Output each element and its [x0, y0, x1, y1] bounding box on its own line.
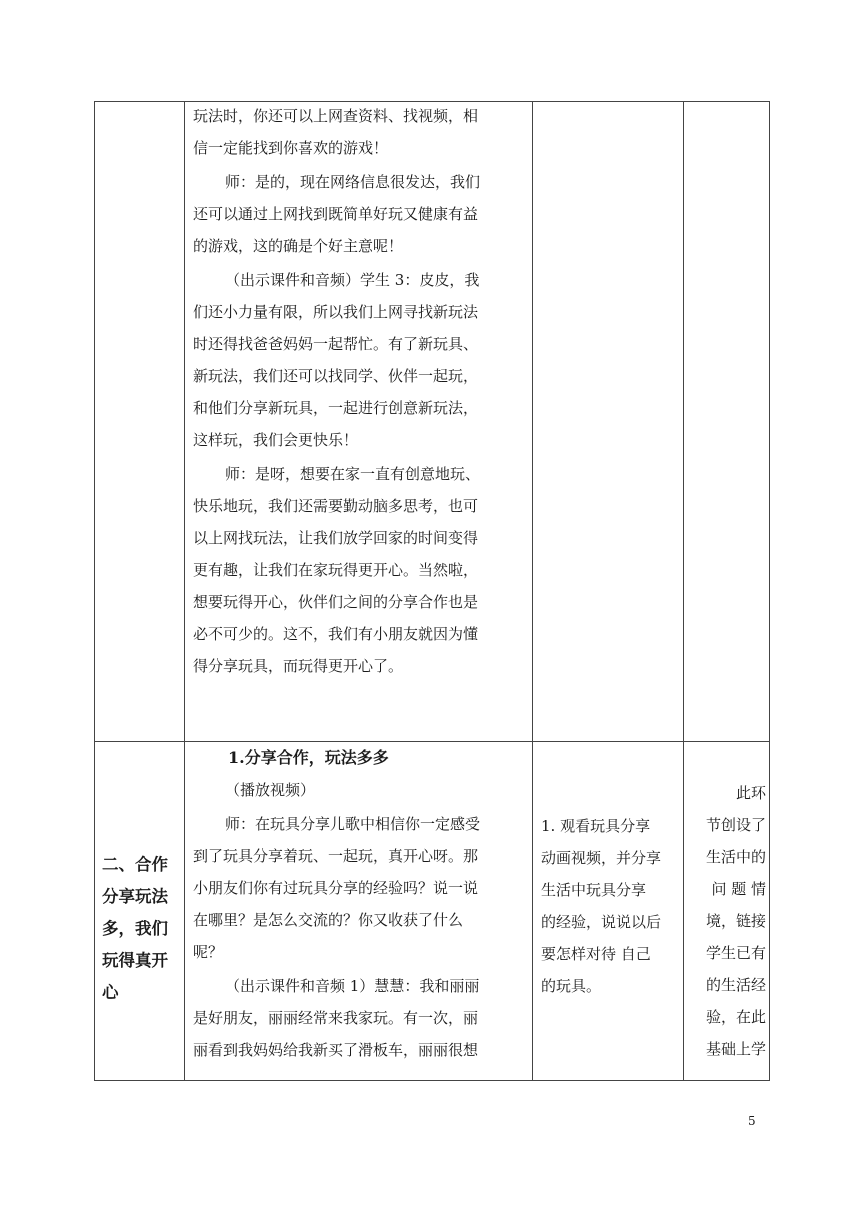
- text-line: 和他们分享新玩具，一起进行创意新玩法，: [193, 399, 479, 417]
- text-line: 心: [102, 983, 119, 1002]
- text-line: （播放视频）: [225, 781, 316, 799]
- text-line: 更有趣，让我们在家玩得更开心。当然啦，: [193, 561, 479, 579]
- table-row-divider: [94, 741, 770, 742]
- text-line: 的游戏，这的确是个好主意呢！: [193, 237, 404, 255]
- text-line: 1. 观看玩具分享: [541, 817, 651, 835]
- text-line: 分享玩法: [102, 887, 168, 906]
- text-line: 必不可少的。这不，我们有小朋友就因为懂: [193, 625, 479, 643]
- text-line: 基础上学: [705, 1040, 766, 1058]
- text-line: （出示课件和音频）学生 3：皮皮，我: [225, 271, 480, 289]
- text-line: 二、合作: [102, 855, 168, 874]
- text-line: 得分享玩具，而玩得更开心了。: [193, 657, 404, 675]
- text-line: 是好朋友，丽丽经常来我家玩。有一次，丽: [193, 1009, 479, 1027]
- text-line: 这样玩，我们会更快乐！: [193, 431, 359, 449]
- text-line: 的经验，说说以后: [541, 913, 662, 931]
- text-line: 小朋友们你有过玩具分享的经验吗？说一说: [193, 879, 479, 897]
- text-line: 多，我们: [102, 919, 168, 938]
- text-line: 此环: [735, 784, 766, 802]
- section-heading: 1.分享合作，玩法多多: [228, 748, 389, 767]
- text-line: 呢？: [193, 943, 224, 961]
- student-activity-text: [541, 810, 681, 1002]
- text-line: 的玩具。: [541, 977, 602, 995]
- design-intent-text: [690, 777, 766, 1065]
- table-col-divider-3: [683, 101, 684, 1081]
- table-col-divider-2: [532, 101, 533, 1081]
- text-line: 在哪里？是怎么交流的？你又收获了什么: [193, 911, 464, 929]
- text-line: 境，链接: [705, 912, 766, 930]
- text-line: 玩得真开: [102, 951, 168, 970]
- section-label: [102, 849, 182, 1009]
- table-border-left: [94, 101, 95, 1081]
- text-line: 问 题 情: [711, 880, 766, 898]
- text-line: 以上网找玩法，让我们放学回家的时间变得: [193, 529, 479, 547]
- text-line: 的生活经: [705, 976, 766, 994]
- text-line: 学生已有: [705, 944, 766, 962]
- text-line: 们还小力量有限，所以我们上网寻找新玩法: [193, 303, 479, 321]
- text-line: 动画视频，并分享: [541, 849, 662, 867]
- text-line: 生活中的: [705, 848, 766, 866]
- text-line: 还可以通过上网找到既简单好玩又健康有益: [193, 205, 479, 223]
- paragraph: [193, 458, 527, 682]
- paragraph: [193, 808, 527, 968]
- table-col-divider-1: [184, 101, 185, 1081]
- lower-teaching-text: [193, 774, 527, 1068]
- paragraph: [193, 774, 527, 806]
- page-number: 5: [748, 1114, 756, 1128]
- text-line: 信一定能找到你喜欢的游戏！: [193, 139, 389, 157]
- text-line: 师：是的，现在网络信息很发达，我们: [225, 173, 481, 191]
- upper-teaching-text: [193, 100, 527, 684]
- paragraph: [193, 166, 527, 262]
- text-line: 要怎样对待 自己: [541, 945, 651, 963]
- text-line: 验，在此: [705, 1008, 766, 1026]
- text-line: 新玩法，我们还可以找同学、伙伴一起玩，: [193, 367, 479, 385]
- text-line: 时还得找爸爸妈妈一起帮忙。有了新玩具、: [193, 335, 479, 353]
- table-border-bottom: [94, 1080, 770, 1081]
- text-line: 快乐地玩，我们还需要勤动脑多思考，也可: [193, 497, 479, 515]
- text-line: 生活中玩具分享: [541, 881, 647, 899]
- paragraph: [193, 970, 527, 1066]
- text-line: （出示课件和音频 1）慧慧：我和丽丽: [225, 977, 480, 995]
- text-line: 节创设了: [705, 816, 766, 834]
- paragraph: [193, 264, 527, 456]
- text-line: 到了玩具分享着玩、一起玩，真开心呀。那: [193, 847, 479, 865]
- text-line: 师：在玩具分享儿歌中相信你一定感受: [225, 815, 481, 833]
- text-line: 玩法时，你还可以上网查资料、找视频，相: [193, 107, 479, 125]
- text-line: 丽看到我妈妈给我新买了滑板车，丽丽很想: [193, 1041, 479, 1059]
- table-border-right: [769, 101, 770, 1081]
- text-line: 师：是呀，想要在家一直有创意地玩、: [225, 465, 481, 483]
- paragraph: [193, 100, 527, 164]
- text-line: 想要玩得开心，伙伴们之间的分享合作也是: [193, 593, 479, 611]
